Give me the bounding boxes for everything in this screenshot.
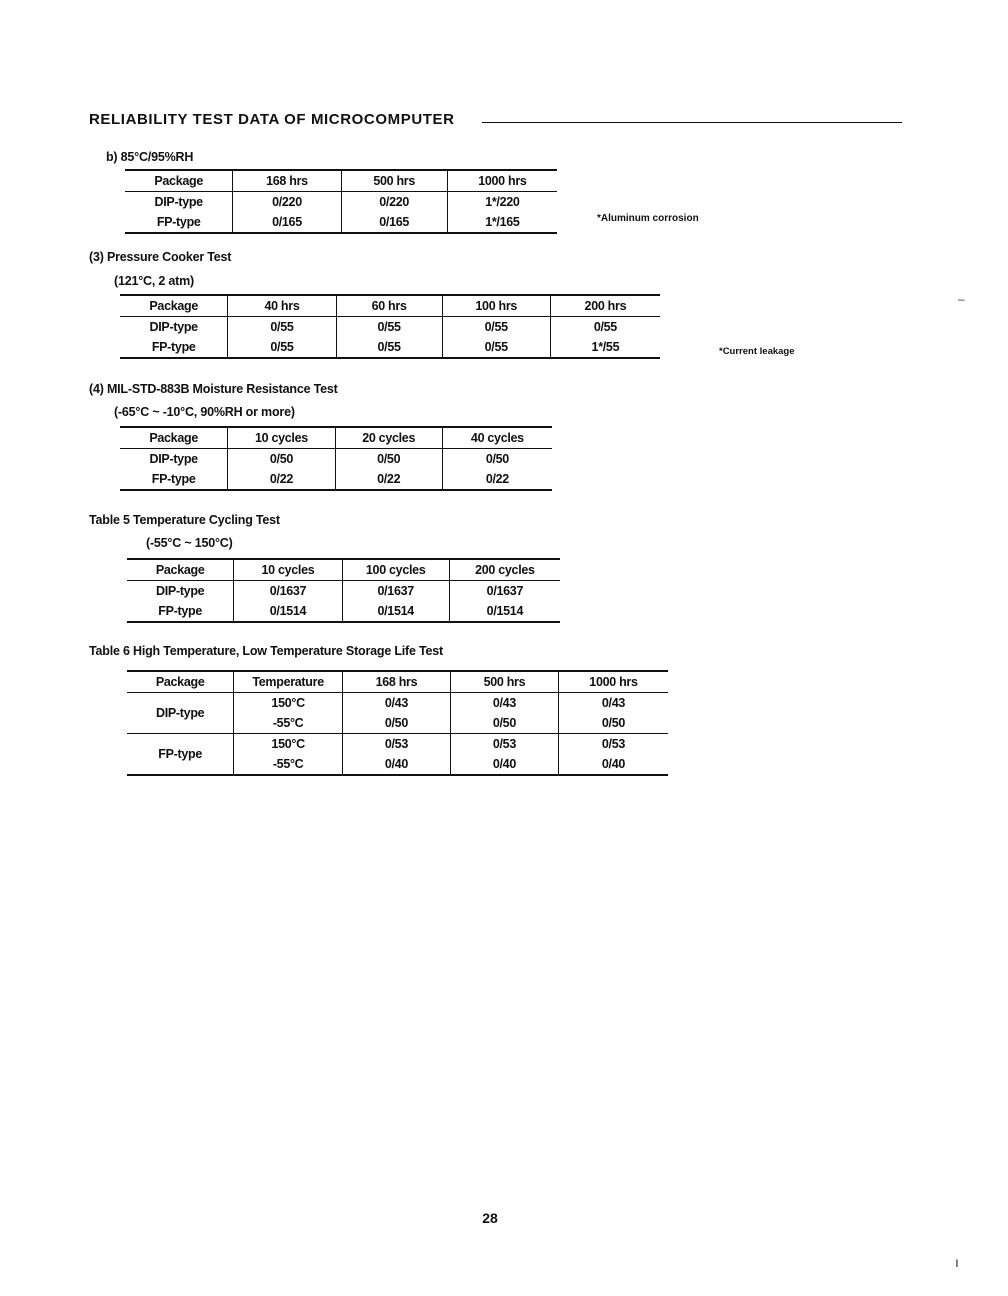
footnote-aluminum-corrosion: *Aluminum corrosion (597, 213, 699, 224)
col-header: 168 hrs (342, 671, 450, 693)
table-cell: FP-type (127, 601, 234, 622)
col-header: 40 hrs (228, 295, 336, 317)
table-cell: 0/50 (450, 713, 558, 734)
table-row (127, 734, 668, 755)
col-header: 100 hrs (442, 295, 550, 317)
margin-tick-mark: ı (955, 1254, 959, 1270)
table-cell: 0/1514 (234, 601, 342, 622)
table-cell: 0/220 (341, 192, 447, 213)
table-cell: 0/1637 (342, 581, 449, 602)
col-header: Package (125, 170, 233, 192)
page-title: RELIABILITY TEST DATA OF MICROCOMPUTER (89, 111, 455, 128)
col-header: Temperature (234, 671, 343, 693)
table-row (125, 192, 557, 213)
col-header: 40 cycles (442, 427, 552, 449)
table-cell: 0/1637 (234, 581, 342, 602)
title-rule (482, 122, 902, 123)
table-cell: DIP-type (149, 452, 198, 466)
table-cell: -55°C (234, 754, 343, 775)
table-cell: DIP-type (156, 584, 205, 598)
col-header: 60 hrs (336, 295, 442, 317)
col-header: 100 cycles (342, 559, 449, 581)
table-85c-95rh (125, 169, 557, 234)
table-cell: 0/50 (228, 449, 335, 470)
table-cell: -55°C (234, 713, 343, 734)
milstd-heading: (4) MIL-STD-883B Moisture Resistance Test (89, 382, 338, 396)
table-cell: 0/165 (341, 212, 447, 233)
table-cell: 0/43 (450, 693, 558, 714)
table-cell: 0/55 (336, 317, 442, 338)
table-cell: 0/22 (335, 469, 442, 490)
table-cell: 0/50 (558, 713, 668, 734)
table-cell: 1*/220 (447, 192, 557, 213)
table-cell: 0/43 (558, 693, 668, 714)
margin-dash-mark: – (958, 292, 965, 306)
table-cell: 0/1514 (449, 601, 560, 622)
table-cell: 0/55 (228, 317, 336, 338)
table-cell: 0/55 (228, 337, 336, 358)
table-row (127, 581, 560, 602)
table-cell: 0/55 (550, 317, 660, 338)
pressure-cooker-heading: (3) Pressure Cooker Test (89, 250, 232, 264)
col-header: 1000 hrs (558, 671, 668, 693)
table-row (120, 337, 660, 358)
table-cell: 0/40 (450, 754, 558, 775)
col-header: 20 cycles (335, 427, 442, 449)
col-header: 168 hrs (233, 170, 341, 192)
table-cell: 1*/165 (447, 212, 557, 233)
table5-heading: Table 5 Temperature Cycling Test (89, 513, 280, 527)
col-header: 10 cycles (228, 427, 335, 449)
table-cell: 0/55 (442, 317, 550, 338)
table-row (120, 317, 660, 338)
table-cell: 0/40 (342, 754, 450, 775)
table-cell: FP-type (125, 212, 233, 233)
col-header: 500 hrs (450, 671, 558, 693)
table-cell: 0/53 (342, 734, 450, 755)
table-storage-life (127, 670, 668, 776)
table-cell: 0/1637 (449, 581, 560, 602)
table-cell: DIP-type (149, 320, 198, 334)
table-milstd-moisture (120, 426, 552, 491)
table-cell: 0/50 (335, 449, 442, 470)
col-header: Package (127, 559, 234, 581)
pressure-cooker-condition: (121°C, 2 atm) (114, 274, 195, 288)
table-cell: 150°C (234, 734, 343, 755)
table-cell: 0/22 (228, 469, 335, 490)
table-cell: 0/55 (442, 337, 550, 358)
table-cell: 150°C (234, 693, 343, 714)
section-b-heading: b) 85°C/95%RH (106, 150, 194, 164)
table-cell: 0/50 (342, 713, 450, 734)
table-cell: FP-type (120, 337, 228, 358)
table-cell: 0/22 (442, 469, 552, 490)
col-header: Package (127, 671, 234, 693)
col-header: Package (120, 427, 228, 449)
table-row (120, 469, 552, 490)
table5-condition: (-55°C ~ 150°C) (146, 536, 233, 550)
col-header: 500 hrs (341, 170, 447, 192)
table-row (120, 449, 552, 470)
table-pressure-cooker (120, 294, 660, 359)
table-cell: 1*/55 (550, 337, 660, 358)
page-number: 28 (482, 1210, 498, 1226)
col-header: 200 hrs (550, 295, 660, 317)
col-header: 10 cycles (234, 559, 342, 581)
table-cell: 0/53 (558, 734, 668, 755)
milstd-condition: (-65°C ~ -10°C, 90%RH or more) (114, 405, 295, 419)
table-cell: 0/165 (233, 212, 341, 233)
col-header: 1000 hrs (447, 170, 557, 192)
table-temperature-cycling (127, 558, 560, 623)
package-cell: DIP-type (156, 706, 205, 720)
footnote-current-leakage: *Current leakage (719, 346, 795, 357)
table-cell: 0/40 (558, 754, 668, 775)
table-cell: 0/53 (450, 734, 558, 755)
package-cell: FP-type (127, 734, 234, 776)
table-cell: 0/55 (336, 337, 442, 358)
table-row (125, 212, 557, 233)
table-cell: 0/220 (233, 192, 341, 213)
table6-heading: Table 6 High Temperature, Low Temperature Storage Life Test (89, 644, 444, 658)
table-row (127, 693, 668, 714)
table-cell: DIP-type (154, 195, 203, 209)
table-cell: 0/43 (342, 693, 450, 714)
table-cell: 0/1514 (342, 601, 449, 622)
table-row (127, 601, 560, 622)
table-cell: FP-type (120, 469, 228, 490)
col-header: 200 cycles (449, 559, 560, 581)
col-header: Package (120, 295, 228, 317)
table-cell: 0/50 (442, 449, 552, 470)
